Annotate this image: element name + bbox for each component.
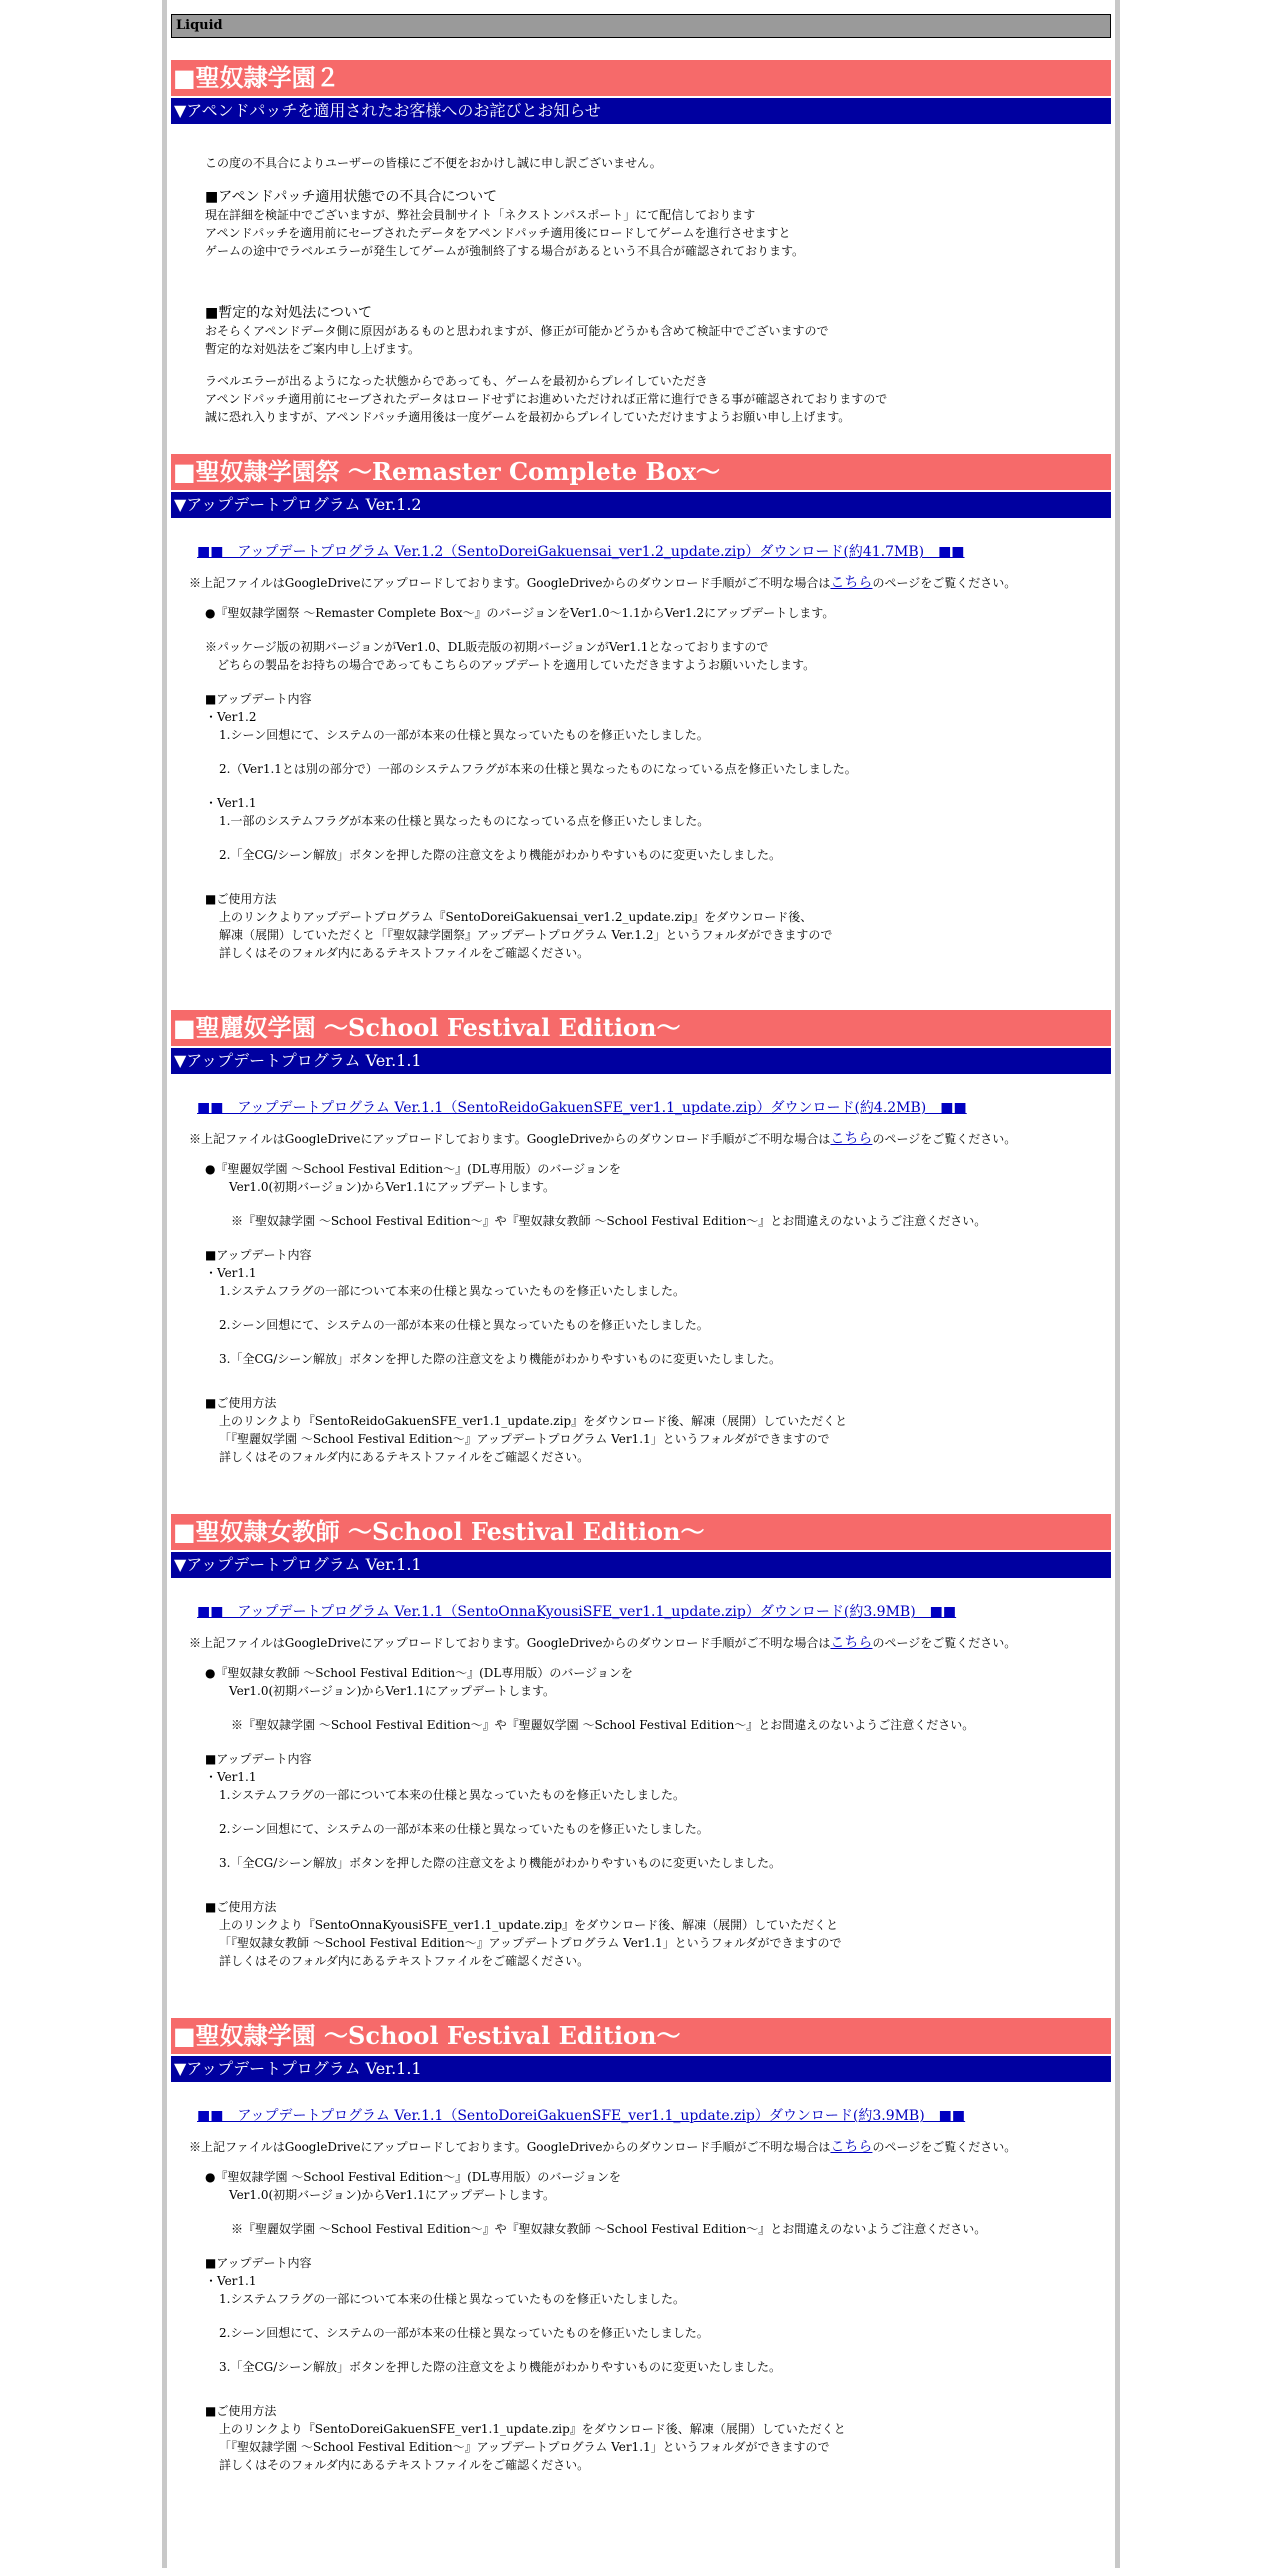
- change-item: 1.シーン回想にて、システムの一部が本来の仕様と異なっていたものを修正いたしました。: [219, 728, 709, 742]
- caution-line: ※『聖麗奴学園 ～School Festival Edition～』や『聖奴隷女教師 ～School Festival Edition～』とお間違えのないようご注意ください。: [219, 2222, 987, 2236]
- version-label: ・Ver1.2: [205, 710, 257, 724]
- section-game-title: ■聖奴隷学園祭 ～Remaster Complete Box～: [171, 454, 1111, 490]
- note-text: のページをご覧ください。: [872, 1636, 1017, 1650]
- usage-heading: ■ご使用方法: [205, 2404, 277, 2418]
- bullet-line: Ver1.0(初期バージョン)からVer1.1にアップデートします。: [205, 1684, 556, 1698]
- bullet-line: ●『聖奴隷学園 ～School Festival Edition～』(DL専用版）のバージョンを: [205, 2170, 621, 2184]
- section-subtitle: ▼アップデートプログラム Ver.1.1: [171, 2056, 1111, 2082]
- change-item: 1.一部のシステムフラグが本来の仕様と異なったものになっている点を修正いたしました。: [219, 814, 710, 828]
- update-section: [167, 2018, 1115, 2474]
- change-item: 3.「全CG/シーン解放」ボタンを押した際の注意文をより機能がわかりやすいものに変更いたしました。: [219, 1856, 782, 1870]
- bullet-line: ●『聖奴隷女教師 ～School Festival Edition～』(DL専用版）のバージョンを: [205, 1666, 633, 1680]
- contents-heading: ■アップデート内容: [205, 692, 312, 706]
- caution-line: ※パッケージ版の初期バージョンがVer1.0、DL販売版の初期バージョンがVer1.1となっておりますので: [205, 640, 769, 654]
- usage-line: 上のリンクより『SentoDoreiGakuenSFE_ver1.1_update.zip』をダウンロード後、解凍（展開）していただくと: [219, 2422, 846, 2436]
- usage-line: 詳しくはそのフォルダ内にあるテキストファイルをご確認ください。: [219, 2458, 590, 2472]
- note-text: のページをご覧ください。: [872, 2140, 1017, 2154]
- change-item: 1.システムフラグの一部について本来の仕様と異なっていたものを修正いたしました。: [219, 1788, 686, 1802]
- update-section: [167, 454, 1115, 962]
- usage-line: 上のリンクより『SentoOnnaKyousiSFE_ver1.1_update.zip』をダウンロード後、解凍（展開）していただくと: [219, 1918, 839, 1932]
- workaround-heading: ■暫定的な対処法について: [205, 305, 372, 321]
- usage-line: 詳しくはそのフォルダ内にあるテキストファイルをご確認ください。: [219, 1954, 590, 1968]
- change-item: 2.「全CG/シーン解放」ボタンを押した際の注意文をより機能がわかりやすいものに変更いたしました。: [219, 848, 782, 862]
- usage-line: 「『聖奴隷学園 ～School Festival Edition～』アップデートプログラム Ver1.1」というフォルダができますので: [219, 2440, 830, 2454]
- apology-body: [167, 154, 1115, 426]
- googledrive-note: [167, 2138, 1115, 2156]
- change-item: 1.システムフラグの一部について本来の仕様と異なっていたものを修正いたしました。: [219, 1284, 686, 1298]
- apology-lead: この度の不具合によりユーザーの皆様にご不便をおかけし誠に申し訳ございません。: [205, 156, 662, 170]
- issue-line: アペンドパッチを適用前にセーブされたデータをアペンドパッチ適用後にロードしてゲームを進行させますと: [205, 226, 791, 240]
- note-text: ※上記ファイルはGoogleDriveにアップロードしております。GoogleDriveからのダウンロード手順がご不明な場合は: [189, 1132, 831, 1146]
- usage-heading: ■ご使用方法: [205, 892, 277, 906]
- help-link[interactable]: こちら: [830, 2139, 873, 2155]
- usage-line: 「『聖奴隷女教師 ～School Festival Edition～』アップデートプログラム Ver1.1」というフォルダができますので: [219, 1936, 842, 1950]
- section-subtitle: ▼アップデートプログラム Ver.1.1: [171, 1552, 1111, 1578]
- contents-heading: ■アップデート内容: [205, 1752, 312, 1766]
- workaround-line: 誠に恐れ入りますが、アペンドパッチ適用後は一度ゲームを最初からプレイしていただけますようお願い申し上げます。: [205, 410, 851, 424]
- workaround-line: おそらくアペンドデータ側に原因があるものと思われますが、修正が可能かどうかも含めて検証中でございますので: [205, 324, 829, 338]
- change-item: 3.「全CG/シーン解放」ボタンを押した際の注意文をより機能がわかりやすいものに変更いたしました。: [219, 2360, 782, 2374]
- download-link[interactable]: ■■ アップデートプログラム Ver.1.2（SentoDoreiGakuensai_ver1.2_update.zip）ダウンロード(約41.7MB) ■■: [197, 544, 965, 560]
- note-text: のページをご覧ください。: [872, 1132, 1017, 1146]
- usage-line: 上のリンクより『SentoReidoGakuenSFE_ver1.1_update.zip』をダウンロード後、解凍（展開）していただくと: [219, 1414, 848, 1428]
- usage-line: 「『聖麗奴学園 ～School Festival Edition～』アップデートプログラム Ver1.1」というフォルダができますので: [219, 1432, 830, 1446]
- contents-heading: ■アップデート内容: [205, 2256, 312, 2270]
- change-item: 3.「全CG/シーン解放」ボタンを押した際の注意文をより機能がわかりやすいものに変更いたしました。: [219, 1352, 782, 1366]
- note-text: ※上記ファイルはGoogleDriveにアップロードしております。GoogleDriveからのダウンロード手順がご不明な場合は: [189, 576, 831, 590]
- help-link[interactable]: こちら: [830, 1635, 873, 1651]
- update-section: [167, 1514, 1115, 1970]
- usage-line: 詳しくはそのフォルダ内にあるテキストファイルをご確認ください。: [219, 1450, 590, 1464]
- workaround-line: アペンドパッチ適用前にセーブされたデータはロードせずにお進めいただければ正常に進行できる事が確認されておりますので: [205, 392, 888, 406]
- issue-line: 現在詳細を検証中でございますが、弊社会員制サイト「ネクストンパスポート」にて配信しております: [205, 208, 756, 222]
- issue-heading: ■アペンドパッチ適用状態での不具合について: [205, 189, 498, 205]
- caution-line: ※『聖奴隷学園 ～School Festival Edition～』や『聖奴隷女教師 ～School Festival Edition～』とお間違えのないようご注意ください。: [219, 1214, 987, 1228]
- bullet-line: Ver1.0(初期バージョン)からVer1.1にアップデートします。: [205, 2188, 556, 2202]
- section-subtitle: ▼アップデートプログラム Ver.1.2: [171, 492, 1111, 518]
- note-text: ※上記ファイルはGoogleDriveにアップロードしております。GoogleDriveからのダウンロード手順がご不明な場合は: [189, 2140, 831, 2154]
- section-game-title: ■聖奴隷学園 ～School Festival Edition～: [171, 2018, 1111, 2054]
- section-subtitle: ▼アップデートプログラム Ver.1.1: [171, 1048, 1111, 1074]
- download-link[interactable]: ■■ アップデートプログラム Ver.1.1（SentoDoreiGakuenSFE_ver1.1_update.zip）ダウンロード(約3.9MB) ■■: [197, 2108, 966, 2124]
- change-item: 2.（Ver1.1とは別の部分で）一部のシステムフラグが本来の仕様と異なったものになっている点を修正いたしました。: [219, 762, 857, 776]
- section-subtitle: ▼アペンドパッチを適用されたお客様へのお詫びとお知らせ: [171, 98, 1111, 124]
- version-label: ・Ver1.1: [205, 796, 257, 810]
- change-item: 1.システムフラグの一部について本来の仕様と異なっていたものを修正いたしました。: [219, 2292, 686, 2306]
- bullet-line: Ver1.0(初期バージョン)からVer1.1にアップデートします。: [205, 1180, 556, 1194]
- section-game-title: ■聖奴隷女教師 ～School Festival Edition～: [171, 1514, 1111, 1550]
- change-item: 2.シーン回想にて、システムの一部が本来の仕様と異なっていたものを修正いたしました。: [219, 1318, 709, 1332]
- version-label: ・Ver1.1: [205, 2274, 257, 2288]
- download-link[interactable]: ■■ アップデートプログラム Ver.1.1（SentoOnnaKyousiSFE_ver1.1_update.zip）ダウンロード(約3.9MB) ■■: [197, 1604, 957, 1620]
- update-section: [167, 1010, 1115, 1466]
- issue-line: ゲームの途中でラベルエラーが発生してゲームが強制終了する場合があるという不具合が確認されております。: [205, 244, 805, 258]
- bullet-line: ●『聖奴隷学園祭 ～Remaster Complete Box～』のバージョンをVer1.0～1.1からVer1.2にアップデートします。: [205, 606, 835, 620]
- usage-heading: ■ご使用方法: [205, 1900, 277, 1914]
- change-item: 2.シーン回想にて、システムの一部が本来の仕様と異なっていたものを修正いたしました。: [219, 2326, 709, 2340]
- help-link[interactable]: こちら: [830, 575, 873, 591]
- page-frame: [162, 0, 1120, 2568]
- section-game-title: ■聖麗奴学園 ～School Festival Edition～: [171, 1010, 1111, 1046]
- version-label: ・Ver1.1: [205, 1770, 257, 1784]
- usage-line: 解凍（展開）していただくと「『聖奴隷学園祭』アップデートプログラム Ver.1.2」というフォルダができますので: [219, 928, 833, 942]
- caution-line: どちらの製品をお持ちの場合であってもこちらのアップデートを適用していただきますようお願いいたします。: [205, 658, 816, 672]
- usage-line: 詳しくはそのフォルダ内にあるテキストファイルをご確認ください。: [219, 946, 590, 960]
- usage-line: 上のリンクよりアップデートプログラム『SentoDoreiGakuensai_ver1.2_update.zip』をダウンロード後、: [219, 910, 813, 924]
- change-item: 2.シーン回想にて、システムの一部が本来の仕様と異なっていたものを修正いたしました。: [219, 1822, 709, 1836]
- usage-heading: ■ご使用方法: [205, 1396, 277, 1410]
- note-text: のページをご覧ください。: [872, 576, 1017, 590]
- workaround-line: ラベルエラーが出るようになった状態からであっても、ゲームを最初からプレイしていただき: [205, 374, 708, 388]
- section-game-title: ■聖奴隷学園２: [171, 60, 1111, 96]
- googledrive-note: [167, 574, 1115, 592]
- note-text: ※上記ファイルはGoogleDriveにアップロードしております。GoogleDriveからのダウンロード手順がご不明な場合は: [189, 1636, 831, 1650]
- googledrive-note: [167, 1634, 1115, 1652]
- apology-section: [167, 60, 1115, 426]
- caution-line: ※『聖奴隷学園 ～School Festival Edition～』や『聖麗奴学園 ～School Festival Edition～』とお間違えのないようご注意ください。: [219, 1718, 975, 1732]
- workaround-line: 暫定的な対処法をご案内申し上げます。: [205, 342, 421, 356]
- googledrive-note: [167, 1130, 1115, 1148]
- bullet-line: ●『聖麗奴学園 ～School Festival Edition～』(DL専用版）のバージョンを: [205, 1162, 621, 1176]
- site-title: Liquid: [171, 14, 1111, 38]
- version-label: ・Ver1.1: [205, 1266, 257, 1280]
- help-link[interactable]: こちら: [830, 1131, 873, 1147]
- contents-heading: ■アップデート内容: [205, 1248, 312, 1262]
- download-link[interactable]: ■■ アップデートプログラム Ver.1.1（SentoReidoGakuenSFE_ver1.1_update.zip）ダウンロード(約4.2MB) ■■: [197, 1100, 967, 1116]
